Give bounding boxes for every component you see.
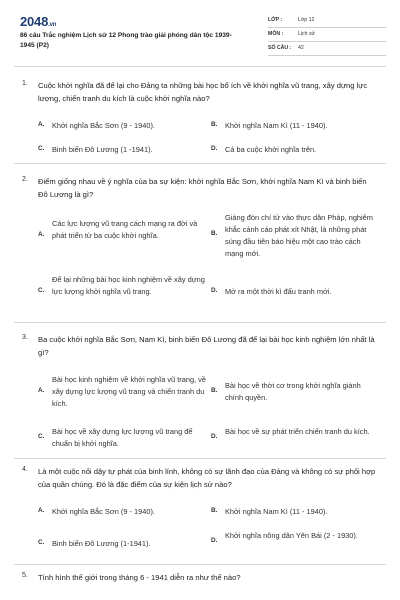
question-text: Tình hình thế giới trong tháng 6 - 1941 diễn ra như thế nào? <box>38 573 241 582</box>
question-number: 2. <box>22 176 28 183</box>
option-letter: B. <box>211 387 218 394</box>
option-letter: A. <box>38 387 45 394</box>
divider <box>14 66 386 67</box>
meta-row-class <box>268 14 386 28</box>
option-letter: C. <box>38 433 45 440</box>
option-text: Khởi nghĩa nông dân Yên Bái (2 - 1930). <box>225 531 358 540</box>
option-text: Khởi nghĩa Bắc Sơn (9 - 1940). <box>52 507 155 516</box>
question-text: Là một cuộc nổi dậy tự phát của binh lính, không có sự lãnh đạo của Đảng và không có sự phối hợp của quần chúng. Đó là đặc điểm của sự kiện lịch sử nào? <box>38 467 376 489</box>
question-text: Điểm giống nhau về ý nghĩa của ba sự kiện: khởi nghĩa Bắc Sơn, khởi nghĩa Nam Kì và binh biến Đô Lương là gì? <box>38 177 367 199</box>
site-logo[interactable] <box>20 14 56 29</box>
question-number: 3. <box>22 334 28 341</box>
logo-text: 2048 <box>20 14 49 29</box>
option-letter: C. <box>38 287 45 294</box>
option-letter: D. <box>211 145 218 152</box>
meta-info <box>268 14 386 56</box>
option-letter: A. <box>38 231 45 238</box>
option-text: Bài học về sự phát triển chiến tranh du kích. <box>225 427 370 436</box>
option-letter: B. <box>211 121 218 128</box>
option-letter: C. <box>38 145 45 152</box>
option-letter: A. <box>38 507 45 514</box>
option-text: Khởi nghĩa Nam Kì (11 - 1940). <box>225 121 328 130</box>
option-text: Khởi nghĩa Bắc Sơn (9 - 1940). <box>52 121 155 130</box>
option-text: Binh biến Đô Lương (1-1941). <box>52 539 151 548</box>
meta-value: Lớp 12 <box>298 17 315 23</box>
option-text: Binh biến Đô Lương (1 -1941). <box>52 145 153 154</box>
option-text: Các lực lượng vũ trang cách mạng ra đời và phát triển từ ba cuộc khởi nghĩa. <box>52 219 198 240</box>
option-text: Giáng đòn chí tử vào thực dân Pháp, nghiêm khắc cảnh cáo phát xít Nhật, là những phát súng đầu tiên báo hiệu một cao trào cách mạng mới. <box>225 213 373 258</box>
meta-key: SỐ CÂU : <box>268 45 292 51</box>
meta-row-count <box>268 42 386 56</box>
option-letter: D. <box>211 537 218 544</box>
question-text: Ba cuộc khởi nghĩa Bắc Sơn, Nam Kì, binh biến Đô Lương đã để lại bài học kinh nghiệm lớn nhất là gì? <box>38 335 375 357</box>
logo-suffix: .vn <box>48 22 57 28</box>
option-text: Bài học kinh nghiệm về khởi nghĩa vũ trang, về xây dựng lực lượng vũ trang và chiến tranh du kích. <box>52 375 206 408</box>
option-text: Cả ba cuộc khởi nghĩa trên. <box>225 145 317 154</box>
question-number: 1. <box>22 80 28 87</box>
document-title: 86 câu Trắc nghiệm Lịch sử 12 Phong trào giải phóng dân tộc 1939-1945 (P2) <box>20 32 232 49</box>
option-text: Khởi nghĩa Nam Kì (11 - 1940). <box>225 507 328 516</box>
question-text: Cuộc khởi nghĩa đã để lại cho Đảng ta những bài học bổ ích về khởi nghĩa vũ trang, xây dựng lực lượng, chiến tranh du kích là cuộc khởi nghĩa nào? <box>38 81 368 103</box>
divider <box>14 322 386 323</box>
meta-value: 42 <box>298 45 304 51</box>
option-letter: D. <box>211 433 218 440</box>
divider <box>14 564 386 565</box>
option-letter: B. <box>211 507 218 514</box>
option-letter: C. <box>38 539 45 546</box>
option-text: Bài học về thời cơ trong khởi nghĩa giành chính quyền. <box>225 381 361 402</box>
option-letter: B. <box>211 230 218 237</box>
divider <box>14 458 386 459</box>
option-text: Mở ra một thời kì đấu tranh mới. <box>225 287 332 296</box>
question-number: 4. <box>22 466 28 473</box>
question-number: 5. <box>22 572 28 579</box>
divider <box>14 163 386 164</box>
meta-key: MÔN : <box>268 31 284 37</box>
option-text: Bài học về xây dựng lực lượng vũ trang để chuẩn bị khởi nghĩa. <box>52 427 193 448</box>
meta-value: Lịch sử <box>298 31 316 37</box>
meta-key: LỚP : <box>268 17 283 23</box>
page-header <box>14 10 386 62</box>
option-text: Để lại những bài học kinh nghiệm về xây dựng lực lượng khởi nghĩa vũ trang. <box>52 275 205 296</box>
meta-row-subject <box>268 28 386 42</box>
option-letter: D. <box>211 287 218 294</box>
option-letter: A. <box>38 121 45 128</box>
